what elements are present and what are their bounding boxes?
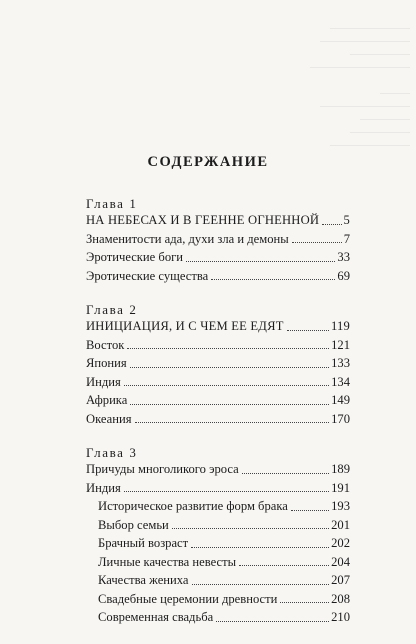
leader-dots — [127, 348, 329, 349]
entry-page: 119 — [330, 319, 350, 333]
entry-page: 69 — [337, 268, 350, 283]
toc-entry — [86, 317, 350, 336]
entry-page: 121 — [331, 337, 350, 352]
entry-title: Индия — [86, 374, 121, 389]
entry-title: Брачный возраст — [98, 536, 189, 550]
entry-page: 210 — [331, 610, 350, 624]
entry-title: Историческое развитие форм брака — [98, 499, 288, 513]
chapter-2 — [86, 302, 350, 428]
leader-dots — [280, 602, 329, 603]
leader-dots — [211, 279, 335, 280]
entry-page: 5 — [343, 213, 350, 227]
bleed-through-text: ———————— ————————— —————— —————————— ——— ————————— ————— —————— ———————— — [310, 23, 410, 151]
toc-entry — [86, 248, 350, 267]
leader-dots — [191, 547, 329, 548]
leader-dots — [135, 422, 330, 423]
page-title: СОДЕРЖАНИЕ — [147, 154, 269, 170]
entry-title: Эротические существа — [86, 268, 209, 283]
entry-page: 202 — [331, 536, 350, 550]
toc-subentry — [86, 571, 350, 590]
entry-page: 201 — [331, 517, 350, 532]
toc-entry — [86, 373, 350, 392]
leader-dots — [292, 242, 342, 243]
entry-title: Эротические боги — [86, 250, 184, 264]
entry-page: 204 — [331, 554, 350, 569]
entry-page: 33 — [337, 250, 350, 264]
entry-title: Знаменитости ада, духи зла и демоны — [86, 231, 289, 246]
chapter-label: Глава 2 — [86, 302, 138, 317]
toc-entry — [86, 211, 350, 230]
entry-title: Свадебные церемонии древности — [98, 591, 278, 606]
entry-title: Причуды многоликого эроса — [86, 462, 239, 476]
leader-dots — [322, 224, 341, 225]
leader-dots — [239, 565, 329, 566]
entry-title: Океания — [86, 411, 132, 426]
toc-subentry — [86, 497, 350, 516]
leader-dots — [287, 330, 329, 331]
toc-entry — [86, 479, 350, 498]
leader-dots — [242, 473, 329, 474]
entry-title: Африка — [86, 393, 128, 407]
toc-entry — [86, 410, 350, 429]
toc-entry — [86, 391, 350, 410]
entry-page: 170 — [331, 411, 350, 426]
chapter-label: Глава 3 — [86, 445, 138, 460]
entry-title: Восток — [86, 337, 125, 352]
toc-subentry — [86, 534, 350, 553]
toc-entry — [86, 267, 350, 286]
entry-page: 191 — [331, 480, 350, 495]
leader-dots — [130, 367, 329, 368]
entry-title: Личные качества невесты — [98, 554, 237, 569]
toc-entry — [86, 336, 350, 355]
leader-dots — [124, 385, 329, 386]
chapter-label: Глава 1 — [86, 196, 138, 211]
leader-dots — [124, 491, 329, 492]
entry-page: 133 — [331, 356, 350, 370]
entry-page: 7 — [343, 231, 350, 246]
leader-dots — [186, 261, 335, 262]
toc-subentry — [86, 608, 350, 627]
leader-dots — [216, 621, 329, 622]
chapter-1 — [86, 196, 350, 285]
entry-title: НА НЕБЕСАХ И В ГЕЕННЕ ОГНЕННОЙ — [86, 213, 320, 227]
entry-title: ИНИЦИАЦИЯ, И С ЧЕМ ЕЕ ЕДЯТ — [86, 319, 284, 333]
leader-dots — [291, 510, 329, 511]
toc-subentry — [86, 553, 350, 572]
leader-dots — [130, 404, 329, 405]
toc-entry — [86, 460, 350, 479]
entry-title: Япония — [86, 356, 127, 370]
leader-dots — [172, 528, 329, 529]
toc-subentry — [86, 590, 350, 609]
entry-page: 149 — [331, 393, 350, 407]
entry-page: 189 — [331, 462, 350, 476]
entry-title: Индия — [86, 480, 121, 495]
entry-page: 207 — [331, 573, 350, 587]
table-of-contents — [86, 196, 350, 644]
entry-page: 134 — [331, 374, 350, 389]
entry-title: Современная свадьба — [98, 610, 214, 624]
entry-title: Выбор семьи — [98, 517, 169, 532]
chapter-3 — [86, 445, 350, 627]
toc-entry — [86, 230, 350, 249]
toc-subentry — [86, 516, 350, 535]
entry-title: Качества жениха — [98, 573, 189, 587]
entry-page: 208 — [331, 591, 350, 606]
entry-page: 193 — [331, 499, 350, 513]
leader-dots — [192, 584, 330, 585]
toc-entry — [86, 354, 350, 373]
